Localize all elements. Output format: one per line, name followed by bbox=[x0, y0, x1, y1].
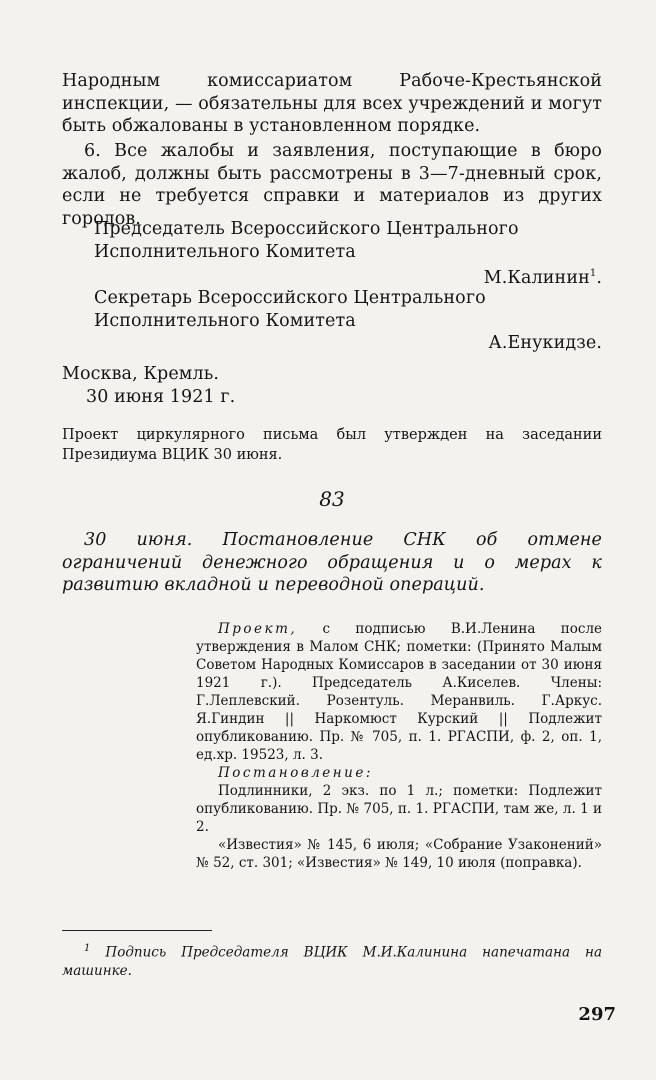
archive-originals: Подлинники, 2 экз. по 1 л.; пометки: Подлежит опубликованию. Пр. № 705, п. 1. РГАСПИ, там же, л. 1 и 2. bbox=[196, 783, 602, 835]
archive-resolution-label: Постановление: bbox=[218, 765, 373, 781]
chair-title-line-2: Исполнительного Комитета bbox=[94, 241, 356, 262]
signature-chair bbox=[62, 218, 602, 289]
place-date bbox=[62, 363, 602, 408]
document-number: 83 bbox=[319, 487, 345, 511]
editorial-note: Проект циркулярного письма был утвержден на заседании Президиума ВЦИК 30 июня. bbox=[62, 427, 602, 463]
footnote-number: 1 bbox=[84, 943, 91, 954]
signature-secretary bbox=[62, 287, 602, 355]
document-title: 30 июня. Постановление СНК об отмене ограничений денежного обращения и о мерах к развитию вкладной и переводной операций. bbox=[62, 530, 602, 595]
archive-project-label: Проект, bbox=[218, 621, 298, 637]
paragraph-6: 6. Все жалобы и заявления, поступающие в бюро жалоб, должны быть рассмотрены в 3—7-дневный срок, если не требуется справки и материалов из других городов. bbox=[62, 141, 602, 229]
page-number: 297 bbox=[578, 1004, 616, 1025]
sec-title-line-2: Исполнительного Комитета bbox=[94, 310, 356, 331]
chair-name: М.Калинин$^1$. bbox=[483, 267, 602, 288]
sec-title-line-1: Секретарь Всероссийского Центрального bbox=[94, 288, 486, 308]
footnote-mark: 1 bbox=[589, 268, 597, 279]
archive-project-text: с подписью В.И.Ленина после утверждения в Малом СНК; пометки: (Принято Малым Советом Народных Комиссаров в заседании от 30 июня 1921 г.). Председатель А.Киселев. Члены: Г.Леплевский. Розентуль. Меранвиль. Г.Аркус. Я.Гиндин || Наркомюст Курский || Подлежит опубликованию. Пр. № 705, п. 1. РГАСПИ, ф. 2, оп. 1, ед.хр. 19523, л. 3. bbox=[196, 621, 603, 763]
date: 30 июня 1921 г. bbox=[86, 386, 236, 407]
footnote-divider bbox=[62, 930, 212, 931]
paragraph-continuation: Народным комиссариатом Рабоче-Крестьянской инспекции, — обязательны для всех учреждений и могут быть обжалованы в установленном порядке. bbox=[62, 71, 602, 136]
place: Москва, Кремль. bbox=[62, 364, 220, 384]
sec-name: А.Енукидзе. bbox=[488, 333, 602, 353]
footnote-text: Подпись Председателя ВЦИК М.И.Калинина напечатана на машинке. bbox=[62, 944, 602, 979]
archive-project bbox=[196, 620, 602, 764]
archival-notes bbox=[196, 620, 602, 872]
chair-title-line-1: Председатель Всероссийского Центрального bbox=[94, 219, 519, 239]
archive-publications: «Известия» № 145, 6 июля; «Собрание Узаконений» № 52, ст. 301; «Известия» № 149, 10 июля (поправка). bbox=[196, 837, 602, 871]
footnote bbox=[62, 940, 602, 980]
